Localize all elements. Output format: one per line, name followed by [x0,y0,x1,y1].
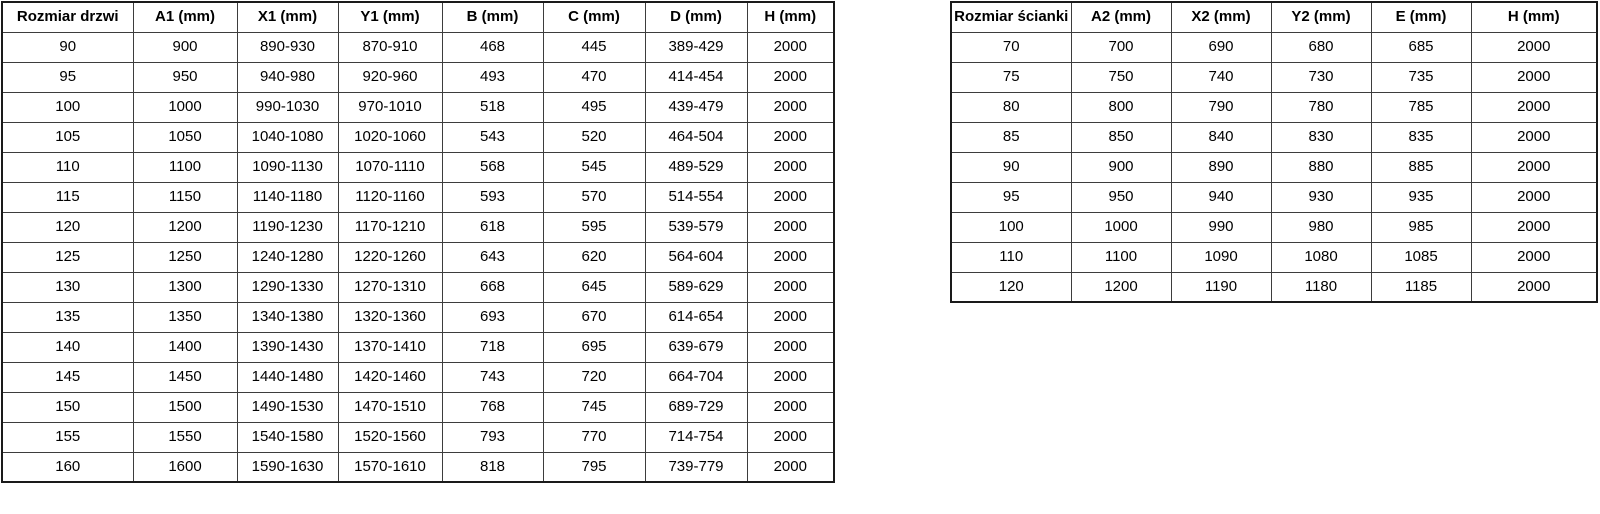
table-cell: 1400 [133,332,237,362]
table-cell: 920-960 [338,62,442,92]
table-cell: 110 [951,242,1071,272]
table-cell: 1070-1110 [338,152,442,182]
table-cell: 1600 [133,452,237,482]
table-cell: 2000 [747,302,834,332]
table-cell: 1320-1360 [338,302,442,332]
table-cell: 830 [1271,122,1371,152]
table-cell: 2000 [747,242,834,272]
column-header: Rozmiar drzwi [2,2,133,32]
table-cell: 730 [1271,62,1371,92]
column-header: H (mm) [1471,2,1597,32]
table-cell: 668 [442,272,543,302]
table-row [951,272,1597,302]
column-header: D (mm) [645,2,747,32]
table-cell: 818 [442,452,543,482]
table-cell: 2000 [747,362,834,392]
table-cell: 95 [951,182,1071,212]
table-cell: 880 [1271,152,1371,182]
table-row [2,242,834,272]
table-cell: 685 [1371,32,1471,62]
table-cell: 680 [1271,32,1371,62]
table-cell: 2000 [747,182,834,212]
table-row [951,242,1597,272]
table-cell: 414-454 [645,62,747,92]
wall-panel-size-table [950,1,1598,303]
table-cell: 2000 [1471,152,1597,182]
table-cell: 1050 [133,122,237,152]
table-cell: 950 [133,62,237,92]
table-cell: 1090 [1171,242,1271,272]
table-row [951,152,1597,182]
table-cell: 1100 [1071,242,1171,272]
table-cell: 95 [2,62,133,92]
table-row [2,452,834,482]
table-row [2,302,834,332]
table-cell: 100 [2,92,133,122]
table-cell: 890 [1171,152,1271,182]
table-cell: 85 [951,122,1071,152]
table-cell: 1420-1460 [338,362,442,392]
table-cell: 595 [543,212,645,242]
table-row [951,182,1597,212]
table-row [951,212,1597,242]
column-header: Y2 (mm) [1271,2,1371,32]
table-row [951,92,1597,122]
table-cell: 1540-1580 [237,422,338,452]
header-row [951,2,1597,32]
table-cell: 470 [543,62,645,92]
table-cell: 1550 [133,422,237,452]
table-row [2,32,834,62]
table-cell: 2000 [747,332,834,362]
table-cell: 940-980 [237,62,338,92]
table-cell: 950 [1071,182,1171,212]
table-cell: 105 [2,122,133,152]
table-cell: 643 [442,242,543,272]
table-cell: 489-529 [645,152,747,182]
table-cell: 75 [951,62,1071,92]
column-header: B (mm) [442,2,543,32]
table-cell: 1190 [1171,272,1271,302]
table-row [2,152,834,182]
column-header: X1 (mm) [237,2,338,32]
table-cell: 850 [1071,122,1171,152]
table-cell: 800 [1071,92,1171,122]
table-cell: 885 [1371,152,1471,182]
table-row [2,62,834,92]
table-cell: 90 [2,32,133,62]
table-cell: 145 [2,362,133,392]
table-row [2,122,834,152]
table-cell: 110 [2,152,133,182]
column-header: Y1 (mm) [338,2,442,32]
table-cell: 1090-1130 [237,152,338,182]
table-cell: 514-554 [645,182,747,212]
table-cell: 2000 [1471,272,1597,302]
table-cell: 785 [1371,92,1471,122]
table-cell: 2000 [1471,242,1597,272]
table-cell: 120 [2,212,133,242]
table-cell: 620 [543,242,645,272]
table-row [2,272,834,302]
table-cell: 539-579 [645,212,747,242]
table-cell: 2000 [1471,182,1597,212]
column-header: E (mm) [1371,2,1471,32]
table-cell: 790 [1171,92,1271,122]
table-cell: 1500 [133,392,237,422]
table-cell: 570 [543,182,645,212]
table-row [951,122,1597,152]
table-cell: 980 [1271,212,1371,242]
table-cell: 1185 [1371,272,1471,302]
table-cell: 940 [1171,182,1271,212]
table-cell: 100 [951,212,1071,242]
table-cell: 1150 [133,182,237,212]
table-cell: 1085 [1371,242,1471,272]
table-cell: 150 [2,392,133,422]
table-cell: 439-479 [645,92,747,122]
table-row [951,32,1597,62]
table-cell: 990 [1171,212,1271,242]
table-cell: 739-779 [645,452,747,482]
table-cell: 1200 [1071,272,1171,302]
table-cell: 795 [543,452,645,482]
table-row [2,332,834,362]
table-cell: 930 [1271,182,1371,212]
table-cell: 1490-1530 [237,392,338,422]
table-cell: 2000 [747,122,834,152]
table-cell: 780 [1271,92,1371,122]
table-cell: 720 [543,362,645,392]
table-cell: 735 [1371,62,1471,92]
table-cell: 90 [951,152,1071,182]
table-cell: 125 [2,242,133,272]
table-cell: 1000 [1071,212,1171,242]
table-cell: 639-679 [645,332,747,362]
table-cell: 1290-1330 [237,272,338,302]
table-cell: 1180 [1271,272,1371,302]
table-cell: 2000 [1471,212,1597,242]
table-row [2,92,834,122]
table-cell: 890-930 [237,32,338,62]
table-cell: 1250 [133,242,237,272]
table-cell: 900 [1071,152,1171,182]
table-cell: 1270-1310 [338,272,442,302]
table-cell: 714-754 [645,422,747,452]
table-cell: 1120-1160 [338,182,442,212]
column-header: A1 (mm) [133,2,237,32]
table-row [2,392,834,422]
table-cell: 520 [543,122,645,152]
table-cell: 2000 [1471,62,1597,92]
table-cell: 743 [442,362,543,392]
table-cell: 1520-1560 [338,422,442,452]
table-cell: 718 [442,332,543,362]
table-cell: 689-729 [645,392,747,422]
table-row [2,182,834,212]
table-cell: 70 [951,32,1071,62]
table-cell: 2000 [747,62,834,92]
table-cell: 1390-1430 [237,332,338,362]
table-cell: 1080 [1271,242,1371,272]
table-cell: 740 [1171,62,1271,92]
table-cell: 1000 [133,92,237,122]
table-cell: 593 [442,182,543,212]
table-cell: 1220-1260 [338,242,442,272]
table-cell: 495 [543,92,645,122]
table-cell: 1190-1230 [237,212,338,242]
table-cell: 1020-1060 [338,122,442,152]
table-cell: 693 [442,302,543,332]
table-cell: 1350 [133,302,237,332]
table-cell: 1300 [133,272,237,302]
table-cell: 564-604 [645,242,747,272]
table-cell: 1240-1280 [237,242,338,272]
table-row [2,212,834,242]
table-cell: 835 [1371,122,1471,152]
table-cell: 80 [951,92,1071,122]
table-cell: 115 [2,182,133,212]
table-cell: 130 [2,272,133,302]
table-cell: 614-654 [645,302,747,332]
table-cell: 1470-1510 [338,392,442,422]
door-size-table [1,1,835,483]
table-cell: 1200 [133,212,237,242]
table-cell: 2000 [747,422,834,452]
table-cell: 2000 [1471,92,1597,122]
table-cell: 464-504 [645,122,747,152]
table-cell: 1170-1210 [338,212,442,242]
table-cell: 670 [543,302,645,332]
table-cell: 700 [1071,32,1171,62]
column-header: X2 (mm) [1171,2,1271,32]
table-row [951,62,1597,92]
table-cell: 468 [442,32,543,62]
table-cell: 970-1010 [338,92,442,122]
table-cell: 445 [543,32,645,62]
table-cell: 690 [1171,32,1271,62]
table-cell: 389-429 [645,32,747,62]
table-cell: 2000 [747,392,834,422]
table-cell: 120 [951,272,1071,302]
table-cell: 935 [1371,182,1471,212]
column-header: A2 (mm) [1071,2,1171,32]
table-cell: 770 [543,422,645,452]
table-row [2,362,834,392]
table-cell: 493 [442,62,543,92]
table-cell: 1140-1180 [237,182,338,212]
table-cell: 840 [1171,122,1271,152]
table-cell: 900 [133,32,237,62]
header-row [2,2,834,32]
table-row [2,422,834,452]
table-cell: 1440-1480 [237,362,338,392]
table-cell: 518 [442,92,543,122]
table-cell: 589-629 [645,272,747,302]
table-cell: 1340-1380 [237,302,338,332]
table-cell: 664-704 [645,362,747,392]
table-cell: 1370-1410 [338,332,442,362]
table-cell: 1570-1610 [338,452,442,482]
table-cell: 2000 [747,92,834,122]
column-header: H (mm) [747,2,834,32]
table-cell: 695 [543,332,645,362]
table-cell: 2000 [747,152,834,182]
table-cell: 750 [1071,62,1171,92]
table-cell: 985 [1371,212,1471,242]
table-cell: 568 [442,152,543,182]
table-cell: 745 [543,392,645,422]
table-cell: 1590-1630 [237,452,338,482]
table-cell: 1100 [133,152,237,182]
table-cell: 990-1030 [237,92,338,122]
table-cell: 2000 [747,272,834,302]
table-cell: 793 [442,422,543,452]
column-header: C (mm) [543,2,645,32]
table-cell: 2000 [747,32,834,62]
table-cell: 2000 [1471,32,1597,62]
table-cell: 160 [2,452,133,482]
table-cell: 140 [2,332,133,362]
table-cell: 543 [442,122,543,152]
table-cell: 545 [543,152,645,182]
table-cell: 2000 [1471,122,1597,152]
table-cell: 2000 [747,452,834,482]
table-cell: 870-910 [338,32,442,62]
table-cell: 155 [2,422,133,452]
table-cell: 2000 [747,212,834,242]
table-cell: 1450 [133,362,237,392]
table-cell: 1040-1080 [237,122,338,152]
table-cell: 768 [442,392,543,422]
table-cell: 618 [442,212,543,242]
table-cell: 135 [2,302,133,332]
column-header: Rozmiar ścianki [951,2,1071,32]
table-cell: 645 [543,272,645,302]
